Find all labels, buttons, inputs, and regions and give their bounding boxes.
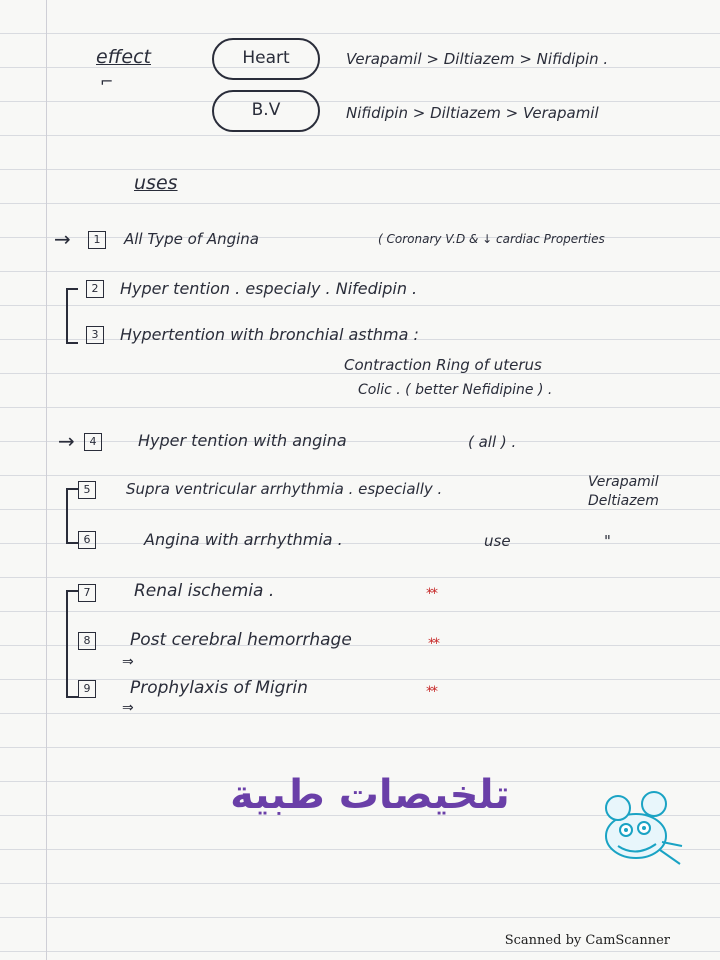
bv-label: B.V xyxy=(251,100,281,120)
item-6-number: 6 xyxy=(78,531,96,549)
item-7-text: Renal ischemia . xyxy=(134,581,275,601)
item-3-sub-1: Contraction Ring of uterus xyxy=(344,356,542,374)
effect-heading: effect xyxy=(96,46,151,68)
item-5-note-2: Deltiazem xyxy=(588,493,659,509)
item-8-number: 8 xyxy=(78,632,96,650)
item-5-note: Verapamil xyxy=(588,474,659,490)
bv-cloud xyxy=(212,90,320,132)
heart-order: Verapamil > Diltiazem > Nifidipin . xyxy=(346,50,609,68)
item-2-number: 2 xyxy=(86,280,104,298)
item-7-number: 7 xyxy=(78,584,96,602)
heart-cloud xyxy=(212,38,320,80)
item-1-number: 1 xyxy=(88,231,106,249)
item-5-number: 5 xyxy=(78,481,96,499)
item-7-stars: ** xyxy=(426,586,436,602)
scanner-footer: Scanned by CamScanner xyxy=(504,933,670,948)
item-3-text: Hypertention with bronchial asthma : xyxy=(120,325,419,344)
item-9-stars: ** xyxy=(426,684,436,700)
item-4-number: 4 xyxy=(84,433,102,451)
arrow-icon: → xyxy=(54,227,71,251)
item-3-sub-2: Colic . ( better Nefidipine ) . xyxy=(358,382,553,398)
item-2-text: Hyper tention . especialy . Nifedipin . xyxy=(120,279,418,298)
margin-line xyxy=(46,0,47,960)
item-3-number: 3 xyxy=(86,326,104,344)
item-8-text: Post cerebral hemorrhage xyxy=(130,630,352,650)
item-6-ditto: " xyxy=(604,532,611,550)
hook-mark: ⌐ xyxy=(100,72,114,91)
item-5-text: Supra ventricular arrhythmia . especially . xyxy=(126,480,443,498)
arrow-icon: → xyxy=(58,429,75,453)
item-6-note: use xyxy=(484,532,511,550)
item-9-text: Prophylaxis of Migrin xyxy=(130,678,308,698)
arabic-watermark: تلخيصات طبية xyxy=(230,772,510,818)
bracket-7-9 xyxy=(66,590,78,698)
item-1-text: All Type of Angina xyxy=(124,230,259,248)
bracket-2-3 xyxy=(66,288,78,344)
bracket-5-6 xyxy=(66,488,78,544)
item-8-stars: ** xyxy=(428,636,438,652)
heart-label: Heart xyxy=(242,48,290,68)
item-4-text: Hyper tention with angina xyxy=(138,431,347,450)
item-9-number: 9 xyxy=(78,680,96,698)
item-6-text: Angina with arrhythmia . xyxy=(144,530,343,549)
bv-order: Nifidipin > Diltiazem > Verapamil xyxy=(346,104,599,122)
double-arrow-mark: ⇒ xyxy=(122,700,134,716)
item-4-note: ( all ) . xyxy=(468,433,517,451)
uses-heading: uses xyxy=(134,172,178,194)
double-arrow-mark: ⇒ xyxy=(122,654,134,670)
item-1-note: ( Coronary V.D & ↓ cardiac Properties xyxy=(378,232,605,246)
cartoon-mouse-icon xyxy=(588,778,688,878)
